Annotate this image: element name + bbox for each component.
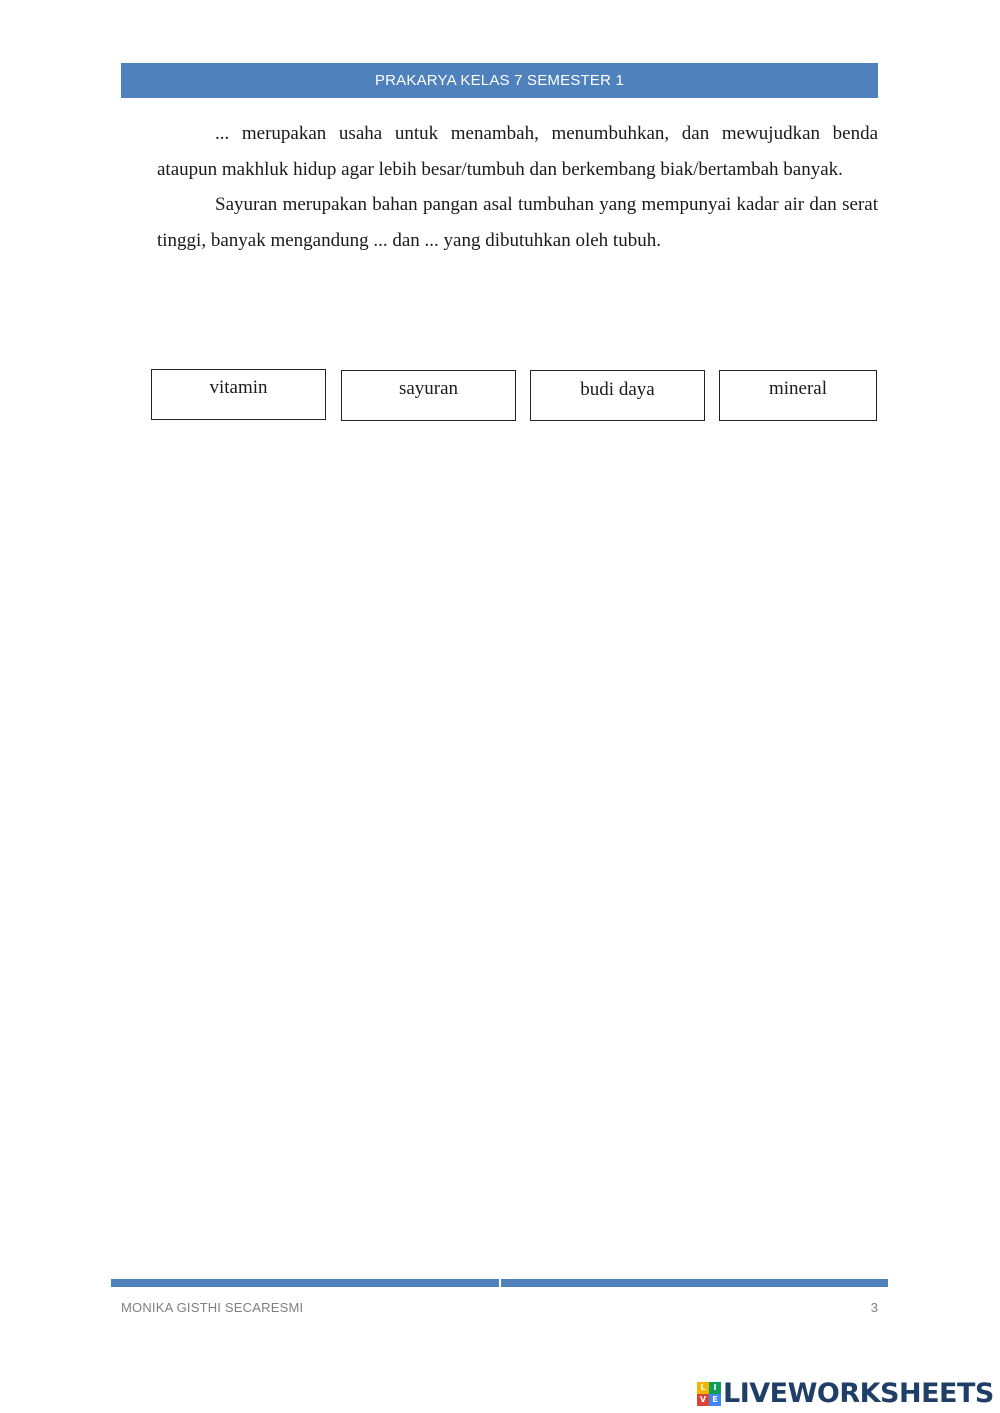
page-header: PRAKARYA KELAS 7 SEMESTER 1: [121, 63, 878, 98]
word-card-vitamin[interactable]: vitamin: [151, 369, 326, 420]
page-number: 3: [870, 1300, 878, 1315]
word-card-sayuran[interactable]: sayuran: [341, 370, 516, 421]
logo-letter-v: V: [697, 1394, 709, 1406]
footer-divider-right: [501, 1279, 888, 1287]
logo-letter-e: E: [709, 1394, 721, 1406]
word-card-mineral[interactable]: mineral: [719, 370, 877, 421]
body-text: [157, 116, 878, 258]
paragraph-1: ... merupakan usaha untuk menambah, menumbuhkan, dan mewujudkan benda ataupun makhluk hidup agar lebih besar/tumbuh dan berkembang biak/bertambah banyak.: [157, 123, 878, 180]
liveworksheets-logo-text: LIVEWORKSHEETS: [723, 1378, 994, 1409]
word-card-budi-daya[interactable]: budi daya: [530, 370, 705, 421]
logo-letter-i: I: [709, 1382, 721, 1394]
paragraph-2: Sayuran merupakan bahan pangan asal tumbuhan yang mempunyai kadar air dan serat tinggi, banyak mengandung ... dan ... yang dibutuhkan oleh tubuh.: [157, 194, 878, 251]
liveworksheets-logo: [697, 1378, 994, 1410]
logo-letter-l: L: [697, 1382, 709, 1394]
footer-divider-left: [111, 1279, 499, 1287]
footer-author: MONIKA GISTHI SECARESMI: [121, 1300, 304, 1315]
liveworksheets-logo-icon: [697, 1382, 721, 1406]
